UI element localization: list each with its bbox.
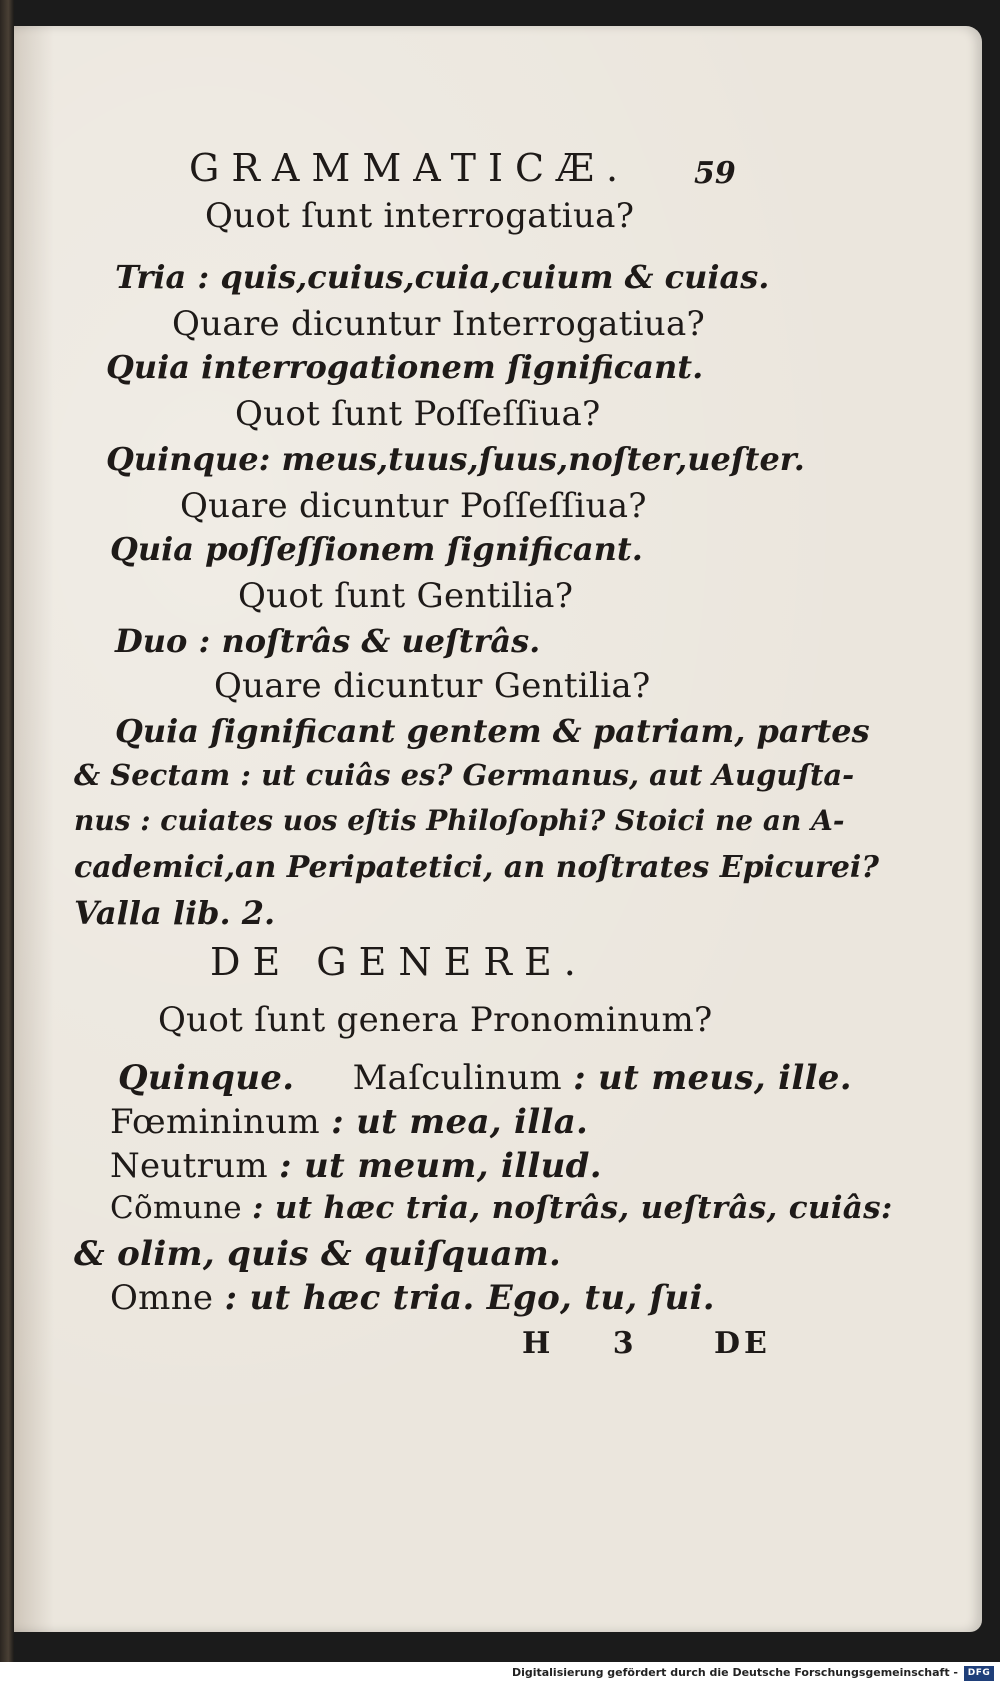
answer-line: nus : cuiates uos eſtis Philoſophi? Stoici ne an A- bbox=[74, 804, 845, 837]
genus-row bbox=[74, 1234, 561, 1274]
book-spine-edge bbox=[0, 0, 14, 1662]
question-line: Quare dicuntur Interrogatiua? bbox=[172, 304, 706, 344]
genus-term: Cõmune bbox=[110, 1190, 242, 1226]
genus-example: : ut hæc tria, noſtrâs, ueſtrâs, cuiâs: bbox=[252, 1190, 893, 1226]
genus-example: & olim, quis & quiſquam. bbox=[74, 1234, 562, 1274]
book-page bbox=[14, 26, 982, 1632]
digitization-footer bbox=[0, 1662, 1000, 1686]
genus-example: : ut hæc tria. Ego, tu, ſui. bbox=[224, 1278, 715, 1318]
genus-count: Quinque. bbox=[118, 1058, 295, 1098]
question-line: Quare dicuntur Poſſeſſiua? bbox=[180, 486, 647, 526]
funding-credit: Digitalisierung gefördert durch die Deutsche Forschungsgemeinschaft - bbox=[511, 1666, 958, 1679]
section-heading: DE GENERE. bbox=[210, 940, 588, 984]
answer-line: Tria : quis,cuius,cuia,cuium & cuias. bbox=[115, 258, 770, 296]
genus-example: : ut meus, ille. bbox=[573, 1058, 852, 1098]
citation-line: Valla lib. 2. bbox=[74, 894, 276, 932]
genus-row bbox=[110, 1190, 893, 1226]
answer-line: & Sectam : ut cuiâs es? Germanus, aut Auguſta- bbox=[74, 758, 855, 792]
dfg-logo: DFG bbox=[964, 1666, 994, 1681]
answer-line: Quinque: meus,tuus,ſuus,noſter,ueſter. bbox=[106, 440, 805, 478]
question-line: Quot ſunt interrogatiua? bbox=[205, 196, 635, 236]
genus-example: : ut meum, illud. bbox=[279, 1146, 602, 1186]
answer-line: Quia interrogationem ſignificant. bbox=[106, 348, 704, 386]
section-question: Quot ſunt genera Pronominum? bbox=[158, 1000, 713, 1040]
genus-row bbox=[110, 1278, 715, 1318]
question-line: Quot ſunt Poſſeſſiua? bbox=[235, 394, 601, 434]
genus-row bbox=[110, 1146, 602, 1186]
answer-line: Duo : noſtrâs & ueſtrâs. bbox=[115, 622, 541, 660]
genus-term: Maſculinum bbox=[352, 1058, 562, 1098]
answer-line: Quia poſſeſſionem ſignificant. bbox=[110, 530, 643, 568]
page-number: 59 bbox=[694, 156, 736, 191]
genus-row bbox=[110, 1102, 588, 1142]
running-head: GRAMMATICÆ. bbox=[189, 146, 631, 190]
question-line: Quare dicuntur Gentilia? bbox=[214, 666, 651, 706]
question-line: Quot ſunt Gentilia? bbox=[238, 576, 574, 616]
answer-line: cademici,an Peripatetici, an noſtrates Epicurei? bbox=[74, 850, 879, 885]
signature-mark: H 3 bbox=[522, 1326, 660, 1361]
catchword: DE bbox=[714, 1326, 771, 1361]
genus-term: Fœmininum bbox=[110, 1102, 320, 1142]
genus-term: Neutrum bbox=[110, 1146, 268, 1186]
genus-term: Omne bbox=[110, 1278, 214, 1318]
genus-example: : ut mea, illa. bbox=[331, 1102, 589, 1142]
answer-line: Quia ſignificant gentem & patriam, partes bbox=[115, 712, 870, 750]
genus-row bbox=[118, 1058, 852, 1098]
